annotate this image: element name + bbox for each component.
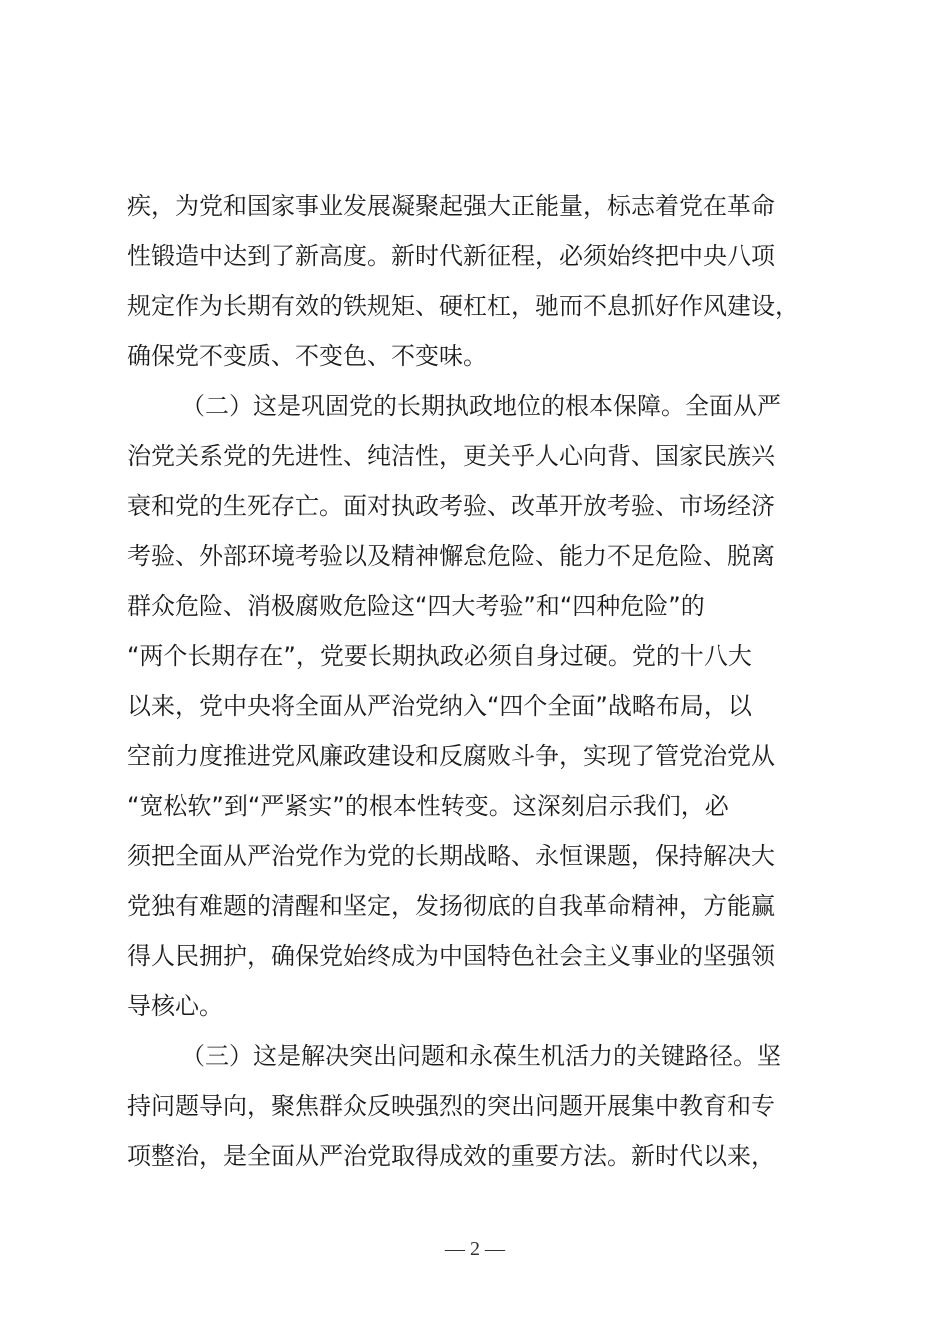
paragraph-2-line-9: “宽松软”到“严紧实”的根本性转变。这深刻启示我们，必 <box>127 792 729 820</box>
paragraph-2-line-4: 考验、外部环境考验以及精神懈怠危险、能力不足危险、脱离 <box>127 542 775 570</box>
paragraph-2-line-3: 衰和党的生死存亡。面对执政考验、改革开放考验、市场经济 <box>127 492 775 520</box>
paragraph-2-line-1: （二）这是巩固党的长期执政地位的根本保障。全面从严 <box>181 392 781 420</box>
paragraph-2-line-2: 治党关系党的先进性、纯洁性，更关乎人心向背、国家民族兴 <box>127 442 775 470</box>
paragraph-3-line-1: （三）这是解决突出问题和永葆生机活力的关键路径。坚 <box>181 1042 781 1070</box>
paragraph-2-line-10: 须把全面从严治党作为党的长期战略、永恒课题，保持解决大 <box>127 842 775 870</box>
paragraph-3-line-3: 项整治，是全面从严治党取得成效的重要方法。新时代以来， <box>127 1142 775 1170</box>
paragraph-3-line-2: 持问题导向，聚焦群众反映强烈的突出问题开展集中教育和专 <box>127 1092 775 1120</box>
paragraph-2-line-13: 导核心。 <box>127 992 223 1020</box>
paragraph-1-line-1: 疾，为党和国家事业发展凝聚起强大正能量，标志着党在革命 <box>127 192 775 220</box>
document-body <box>127 181 827 1181</box>
paragraph-1-line-3: 规定作为长期有效的铁规矩、硬杠杠，驰而不息抓好作风建设， <box>127 292 799 320</box>
paragraph-1-line-4: 确保党不变质、不变色、不变味。 <box>127 342 487 370</box>
paragraph-2-line-8: 空前力度推进党风廉政建设和反腐败斗争，实现了管党治党从 <box>127 742 775 770</box>
paragraph-2-line-12: 得人民拥护，确保党始终成为中国特色社会主义事业的坚强领 <box>127 942 775 970</box>
paragraph-1-line-2: 性锻造中达到了新高度。新时代新征程，必须始终把中央八项 <box>127 242 775 270</box>
paragraph-2-line-6: “两个长期存在”，党要长期执政必须自身过硬。党的十八大 <box>127 642 752 670</box>
paragraph-2-line-5: 群众危险、消极腐败危险这“四大考验”和“四种危险”的 <box>127 592 705 620</box>
page-number: — 2 — <box>445 1238 505 1260</box>
paragraph-2-line-11: 党独有难题的清醒和坚定，发扬彻底的自我革命精神，方能赢 <box>127 892 775 920</box>
paragraph-2-line-7: 以来，党中央将全面从严治党纳入“四个全面”战略布局，以 <box>127 692 752 720</box>
